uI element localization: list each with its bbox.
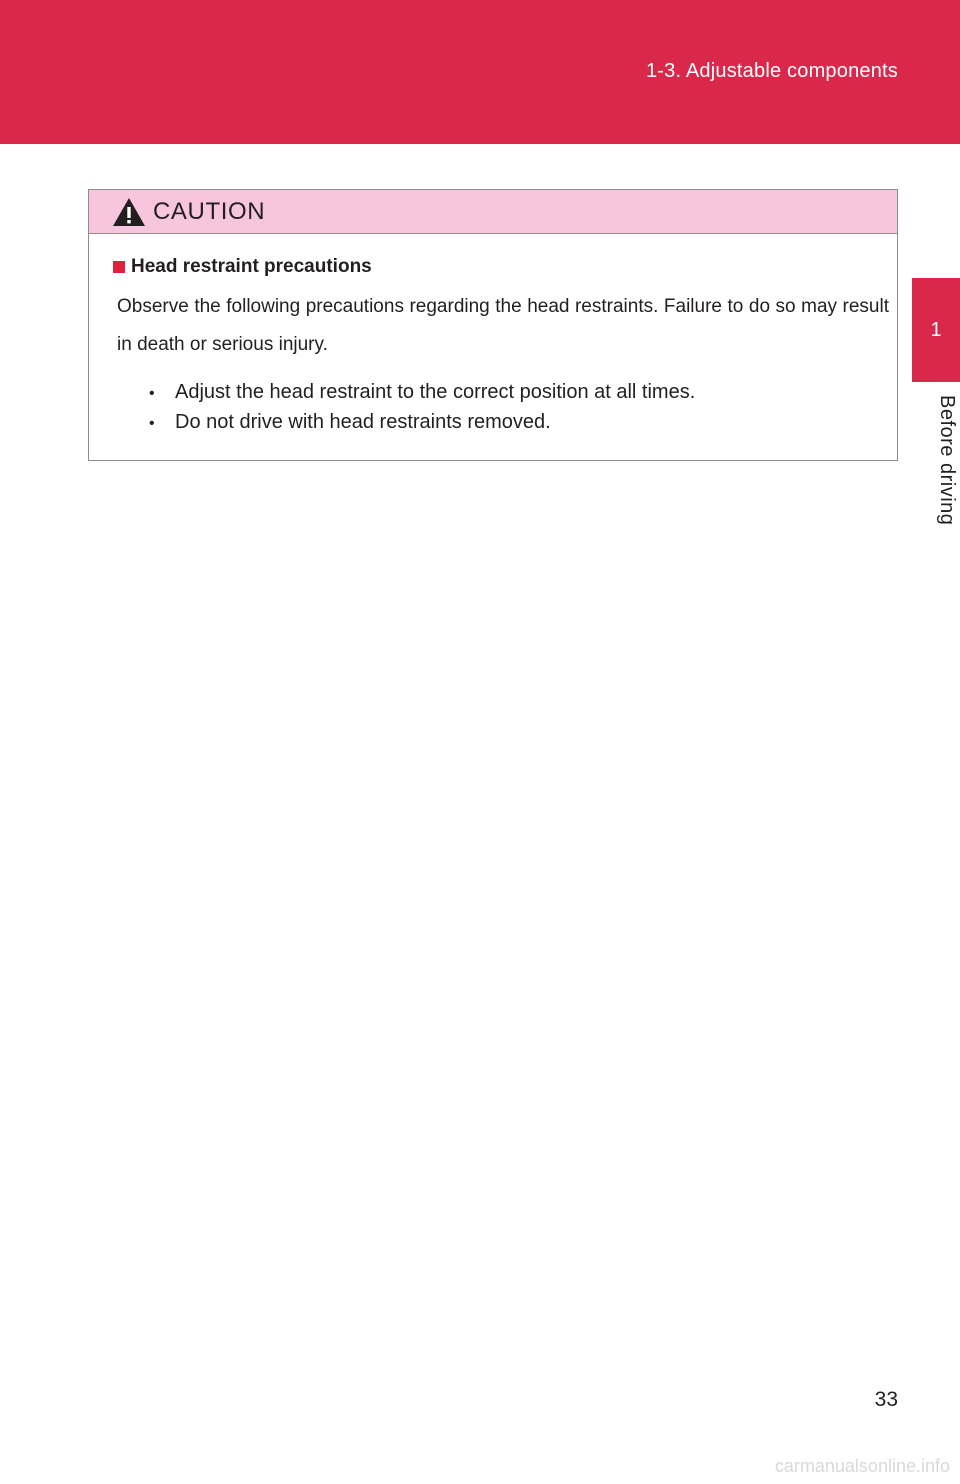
header-band [0, 0, 960, 144]
warning-triangle-icon [111, 196, 147, 228]
caution-title: CAUTION [153, 197, 266, 225]
section-title: 1-3. Adjustable components [645, 60, 898, 82]
list-item-text: Adjust the head restraint to the correct position at all times. [175, 381, 696, 403]
chapter-label: Before driving [936, 395, 958, 526]
page-number: 33 [874, 1388, 898, 1411]
chapter-tab[interactable] [912, 278, 960, 382]
watermark-text: carmanualsonline.info [774, 1456, 950, 1476]
bullet-dot-icon: • [149, 415, 155, 432]
square-bullet-icon [113, 261, 125, 273]
caution-bullet-list [113, 378, 889, 438]
chapter-number: 1 [930, 318, 942, 341]
caution-body [89, 234, 897, 438]
caution-box [88, 189, 898, 461]
list-item [149, 408, 889, 438]
bullet-dot-icon: • [149, 385, 155, 402]
caution-subheading [113, 254, 889, 280]
list-item-text: Do not drive with head restraints removed. [175, 411, 551, 433]
caution-paragraph: Observe the following precautions regarding the head restraints. Failure to do so may result in death or serious injury. [117, 296, 889, 355]
caution-subheading-text: Head restraint precautions [131, 256, 372, 277]
caution-header [89, 190, 897, 234]
list-item [149, 378, 889, 408]
